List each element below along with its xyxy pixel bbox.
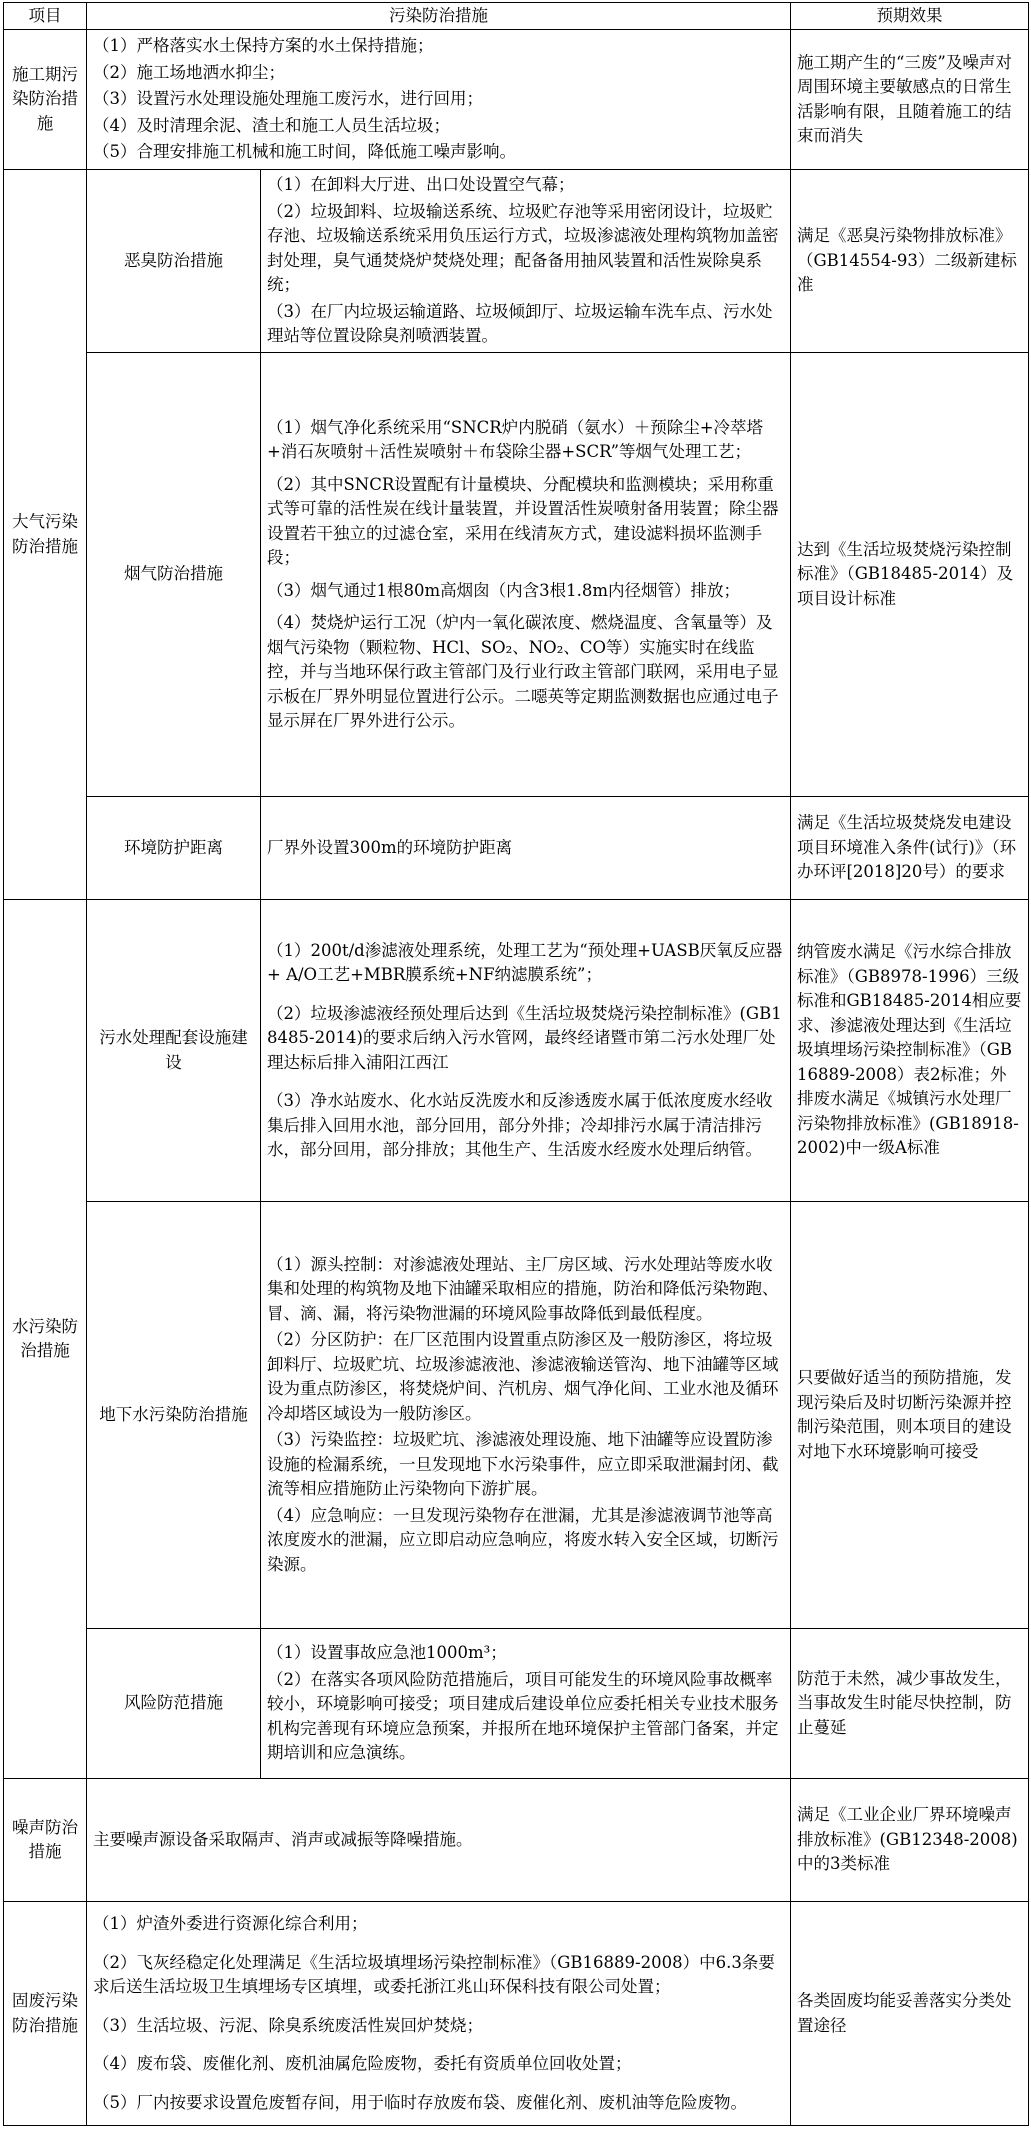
air-odor-row: [4, 170, 1029, 353]
air-flue-effect: 达到《生活垃圾焚烧污染控制标准》（GB18485-2014）及项目设计标准: [791, 353, 1029, 797]
air-flue-measure-2: （2）其中SNCR设置配有计量模块、分配模块和监测模块；采用称重式等可靠的活性炭在线计量装置，并设置活性炭喷射备用装置；除尘器设置若干独立的过滤仓室，采用在线清灰方式，建设滤料损坏监测手段；: [267, 474, 779, 567]
water-sewage-measure-3: （3）净水站废水、化水站反洗废水和反渗透废水属于低浓度废水经收集后排入回用水池，部分回用，部分外排；冷却排污水属于清洁排污水，部分回用，部分排放；其他生产、生活废水经废水处理后纳管。: [267, 1091, 773, 1159]
water-groundwater-name: 地下水污染防治措施: [87, 1202, 261, 1629]
construction-effect: 施工期产生的“三废”及噪声对周围环境主要敏感点的日常生活影响有限，且随着施工的结束而消失: [791, 30, 1029, 170]
construction-measure-1: （1）严格落实水土保持方案的水土保持措施；: [93, 36, 434, 56]
air-distance-row: [4, 797, 1029, 900]
construction-measure-5: （5）合理安排施工机械和施工时间，降低施工噪声影响。: [93, 142, 516, 162]
solid-measure-4: （4）废布袋、废催化剂、废机油属危险废物，委托有资质单位回收处置；: [93, 2054, 632, 2073]
noise-effect: 满足《工业企业厂界环境噪声排放标准》(GB12348-2008)中的3类标准: [791, 1779, 1029, 1902]
noise-measure: 主要噪声源设备采取隔声、消声或减振等降噪措施。: [87, 1779, 791, 1902]
solid-row: [4, 1902, 1029, 2126]
construction-measure-3: （3）设置污水处理设施处理施工废污水，进行回用；: [93, 89, 483, 109]
water-risk-effect: 防范于未然，减少事故发生，当事故发生时能尽快控制，防止蔓延: [791, 1629, 1029, 1779]
solid-measures: [87, 1902, 791, 2126]
water-sewage-effect: 纳管废水满足《污水综合排放标准》（GB8978-1996）三级标准和GB18485-2014相应要求、渗滤液处理达到《生活垃圾填埋场污染控制标准》（GB16889-2008）表2标准；外排废水满足《城镇污水处理厂污染物排放标准》(GB18918-2002)中一级A标准: [791, 900, 1029, 1202]
header-row: [4, 3, 1029, 30]
construction-measures: [87, 30, 791, 170]
air-flue-measure-3: （3）烟气通过1根80m高烟囱（内含3根1.8m内径烟管）排放；: [267, 580, 741, 600]
water-category: 水污染防治措施: [4, 900, 87, 1779]
air-flue-measure-4: （4）焚烧炉运行工况（炉内一氧化碳浓度、燃烧温度、含氧量等）及烟气污染物（颗粒物、HCl、SO₂、NO₂、CO等）实施实时在线监控，并与当地环保行政主管部门及行业行政主管部门联网，采用电子显示板在厂界外明显位置进行公示。二噁英等定期监测数据也应通过电子显示屏在厂界外进行公示。: [267, 613, 779, 730]
air-category: 大气污染防治措施: [4, 170, 87, 900]
air-odor-measure-2: （2）垃圾卸料、垃圾输送系统、垃圾贮存池等采用密闭设计，垃圾贮存池、垃圾输送系统采用负压运行方式，垃圾渗滤液处理构筑物加盖密封处理，臭气通焚烧炉焚烧处理；配备备用抽风装置和活性炭除臭系统；: [267, 201, 779, 295]
solid-measure-5: （5）厂内按要求设置危废暂存间，用于临时存放废布袋、废催化剂、废机油等危险废物。: [93, 2092, 747, 2112]
construction-category: 施工期污染防治措施: [4, 30, 87, 170]
air-odor-measure-3: （3）在厂内垃圾运输道路、垃圾倾卸厅、垃圾运输车洗车点、污水处理站等位置设除臭剂喷洒装置。: [267, 301, 773, 346]
water-sewage-measure-2: （2）垃圾渗滤液经预处理后达到《生活垃圾焚烧污染控制标准》(GB18485-2014)的要求后纳入污水管网，最终经诸暨市第二污水处理厂处理达标后排入浦阳江西江: [267, 1003, 782, 1072]
pollution-control-table: [3, 2, 1029, 2126]
air-flue-measure-1: （1）烟气净化系统采用“SNCR炉内脱硝（氨水）＋预除尘+冷萃塔+消石灰喷射＋活性炭喷射＋布袋除尘器+SCR”等烟气处理工艺；: [267, 417, 764, 461]
solid-measure-2: （2）飞灰经稳定化处理满足《生活垃圾填埋场污染控制标准》（GB16889-2008）中6.3条要求后送生活垃圾卫生填埋场专区填埋，或委托浙江兆山环保科技有限公司处置；: [93, 1952, 775, 1996]
air-odor-effect: 满足《恶臭污染物排放标准》（GB14554-93）二级新建标准: [791, 170, 1029, 353]
construction-measure-4: （4）及时清理余泥、渣土和施工人员生活垃圾；: [93, 115, 450, 135]
water-risk-row: [4, 1629, 1029, 1779]
water-sewage-measures: [261, 900, 791, 1202]
water-risk-measures: [261, 1629, 791, 1779]
header-effect: 预期效果: [791, 3, 1029, 30]
water-groundwater-row: [4, 1202, 1029, 1629]
water-risk-name: 风险防范措施: [87, 1629, 261, 1779]
air-odor-measure-1: （1）在卸料大厅进、出口处设置空气幕；: [267, 175, 575, 195]
solid-category: 固废污染防治措施: [4, 1902, 87, 2126]
construction-row: [4, 30, 1029, 170]
water-groundwater-measure-1: （1）源头控制：对渗滤液处理站、主厂房区域、污水处理站等废水收集和处理的构筑物及地下油罐采取相应的措施，防治和降低污染物跑、冒、滴、漏，将污染物泄漏的环境风险事故降低到最低程度。: [267, 1254, 779, 1323]
air-odor-name: 恶臭防治措施: [87, 170, 261, 353]
air-distance-measure: 厂界外设置300m的环境防护距离: [261, 797, 791, 900]
solid-measure-1: （1）炉渣外委进行资源化综合利用；: [93, 1914, 368, 1933]
header-measures: 污染防治措施: [87, 3, 791, 30]
water-groundwater-measure-2: （2）分区防护：在厂区范围内设置重点防渗区及一般防渗区，将垃圾卸料厅、垃圾贮坑、垃圾渗滤液池、渗滤液输送管沟、地下油罐等区域设为重点防渗区，将焚烧炉间、汽机房、烟气净化间、工业水池及循环冷却塔区域设为一般防渗区。: [267, 1330, 779, 1423]
noise-row: [4, 1779, 1029, 1902]
water-sewage-row: [4, 900, 1029, 1202]
noise-category: 噪声防治措施: [4, 1779, 87, 1902]
water-groundwater-effect: 只要做好适当的预防措施，发现污染后及时切断污染源并控制污染范围，则本项目的建设对地下水环境影响可接受: [791, 1202, 1029, 1629]
construction-measure-2: （2）施工场地洒水抑尘；: [93, 62, 285, 82]
solid-effect: 各类固废均能妥善落实分类处置途径: [791, 1902, 1029, 2126]
water-groundwater-measures: [261, 1202, 791, 1629]
solid-measure-3: （3）生活垃圾、污泥、除臭系统废活性炭回炉焚烧；: [93, 2015, 483, 2035]
water-sewage-name: 污水处理配套设施建设: [87, 900, 261, 1202]
air-distance-name: 环境防护距离: [87, 797, 261, 900]
header-item: 项目: [4, 3, 87, 30]
air-distance-effect: 满足《生活垃圾焚烧发电建设项目环境准入条件(试行)》（环办环评[2018]20号）的要求: [791, 797, 1029, 900]
water-risk-measure-1: （1）设置事故应急池1000m³；: [267, 1643, 507, 1663]
air-odor-measures: [261, 170, 791, 353]
air-flue-row: [4, 353, 1029, 797]
water-risk-measure-2: （2）在落实各项风险防范措施后，项目可能发生的环境风险事故概率较小，环境影响可接受；项目建成后建设单位应委托相关专业技术服务机构完善现有环境应急预案，并报所在地环境保护主管部门备案，并定期培训和应急演练。: [267, 1669, 779, 1763]
air-flue-measures: [261, 353, 791, 797]
air-flue-name: 烟气防治措施: [87, 353, 261, 797]
water-sewage-measure-1: （1）200t/d渗滤液处理系统，处理工艺为“预处理+UASB厌氧反应器+ A/O工艺+MBR膜系统+NF纳滤膜系统”；: [267, 940, 783, 984]
water-groundwater-measure-3: （3）污染监控：垃圾贮坑、渗滤液处理设施、地下油罐等应设置防渗设施的检漏系统，一旦发现地下水污染事件，应立即采取泄漏封闭、截流等相应措施防止污染物向下游扩展。: [267, 1430, 779, 1499]
water-groundwater-measure-4: （4）应急响应：一旦发现污染物存在泄漏，尤其是渗滤液调节池等高浓度废水的泄漏，应立即启动应急响应，将废水转入安全区域，切断污染源。: [267, 1505, 779, 1574]
